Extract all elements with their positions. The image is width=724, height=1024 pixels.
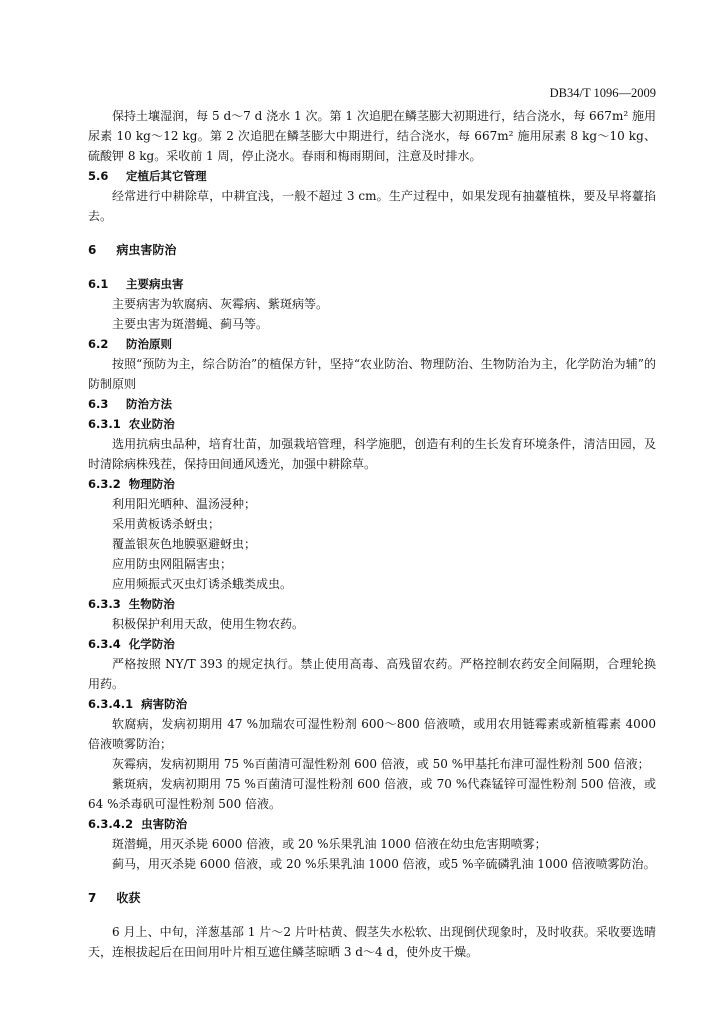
- heading-title: 虫害防治: [141, 817, 188, 831]
- heading-number: 6.1: [88, 277, 109, 291]
- heading-title: 化学防治: [128, 637, 175, 651]
- paragraph: 软腐病，发病初期用 47 %加瑞农可湿性粉剂 600～800 倍液喷，或用农用链霉素或新植霉素 4000 倍液喷雾防治；: [88, 717, 656, 751]
- section-heading: [88, 814, 656, 834]
- heading-title: 病害防治: [141, 697, 188, 711]
- heading-title: 收获: [116, 891, 141, 905]
- heading-number: 6: [88, 243, 97, 257]
- paragraph: 选用抗病虫品种，培育壮苗，加强栽培管理，科学施肥，创造有利的生长发育环境条件，清洁田园，及时清除病株残茬，保持田间通风透光，加强中耕除草。: [88, 437, 656, 471]
- paragraph: 严格按照 NY/T 393 的规定执行。禁止使用高毒、高残留农药。严格控制农药安全间隔期，合理轮换用药。: [88, 657, 656, 691]
- paragraph: 利用阳光晒种、温汤浸种；: [112, 497, 257, 511]
- section-spacer: [88, 260, 656, 274]
- paragraph: 主要虫害为斑潜蝇、蓟马等。: [112, 317, 269, 331]
- paragraph: 按照“预防为主，综合防治”的植保方针，坚持“农业防治、物理防治、生物防治为主，化学防治为辅”的防制原则: [88, 357, 656, 391]
- heading-title: 防治原则: [126, 337, 173, 351]
- paragraph: 经常进行中耕除草，中耕宜浅，一般不超过 3 cm。生产过程中，如果发现有抽薹植株，要及早将薹掐去。: [88, 189, 656, 223]
- heading-number: 6.3.2: [88, 477, 121, 491]
- paragraph: 主要病害为软腐病、灰霉病、紫斑病等。: [112, 297, 329, 311]
- section-heading: [88, 166, 656, 186]
- heading-number: 6.3.1: [88, 417, 121, 431]
- section-heading: [88, 394, 656, 414]
- section-heading: [88, 414, 656, 434]
- heading-title: 主要病虫害: [126, 277, 184, 291]
- paragraph: 采用黄板诱杀蚜虫；: [112, 517, 221, 531]
- paragraph: 应用防虫网阻隔害虫；: [112, 557, 233, 571]
- document-body: [88, 106, 656, 962]
- heading-title: 农业防治: [128, 417, 175, 431]
- heading-number: 6.3.4: [88, 637, 121, 651]
- heading-number: 7: [88, 891, 97, 905]
- paragraph: 覆盖银灰色地膜驱避蚜虫；: [112, 537, 257, 551]
- section-spacer: [88, 226, 656, 240]
- paragraph: 6 月上、中旬，洋葱基部 1 片～2 片叶枯黄、假茎失水松软、出现倒伏现象时，及时收获。采收要选晴天，连根拔起后在田间用叶片相互遮住鳞茎晾晒 3 d～4 d，使外皮干燥。: [88, 925, 656, 959]
- heading-number: 6.3.4.2: [88, 817, 134, 831]
- heading-number: 6.3.4.1: [88, 697, 134, 711]
- standard-code: DB34/T 1096—2009: [549, 86, 656, 100]
- chapter-heading: [88, 240, 656, 260]
- chapter-heading: [88, 888, 656, 908]
- paragraph: 斑潜蝇，用灭杀毙 6000 倍液，或 20 %乐果乳油 1000 倍液在幼虫危害期喷雾；: [112, 837, 547, 851]
- heading-number: 5.6: [88, 169, 109, 183]
- heading-title: 定植后其它管理: [126, 169, 207, 183]
- heading-number: 6.2: [88, 337, 109, 351]
- section-spacer: [88, 908, 656, 922]
- paragraph: 紫斑病，发病初期用 75 %百菌清可湿性粉剂 600 倍液，或 70 %代森锰锌可湿性粉剂 500 倍液，或 64 %杀毒矾可湿性粉剂 500 倍液。: [88, 777, 656, 811]
- section-heading: [88, 334, 656, 354]
- paragraph: 应用频振式灭虫灯诱杀蛾类成虫。: [112, 577, 293, 591]
- section-heading: [88, 594, 656, 614]
- section-heading: [88, 694, 656, 714]
- paragraph: 保持土壤湿润，每 5 d～7 d 浇水 1 次。第 1 次追肥在鳞茎膨大初期进行，结合浇水，每 667m² 施用尿素 10 kg～12 kg。第 2 次追肥在鳞茎膨大中期进行，结合浇水，每 667m² 施用尿素 8 kg～10 kg、硫酸钾 8 kg。采收前 1 周，停止浇水。春雨和梅雨期间，注意及时排水。: [88, 109, 656, 163]
- heading-title: 病虫害防治: [116, 243, 177, 257]
- heading-number: 6.3: [88, 397, 109, 411]
- heading-number: 6.3.3: [88, 597, 121, 611]
- paragraph: 蓟马，用灭杀毙 6000 倍液，或 20 %乐果乳油 1000 倍液，或5 %辛硫磷乳油 1000 倍液喷雾防治。: [112, 857, 656, 871]
- heading-title: 防治方法: [126, 397, 173, 411]
- section-heading: [88, 274, 656, 294]
- section-heading: [88, 474, 656, 494]
- paragraph: 灰霉病，发病初期用 75 %百菌清可湿性粉剂 600 倍液，或 50 %甲基托布津可湿性粉剂 500 倍液；: [112, 757, 650, 771]
- paragraph: 积极保护利用天敌，使用生物农药。: [112, 617, 305, 631]
- heading-title: 生物防治: [128, 597, 175, 611]
- section-spacer: [88, 874, 656, 888]
- section-heading: [88, 634, 656, 654]
- heading-title: 物理防治: [128, 477, 175, 491]
